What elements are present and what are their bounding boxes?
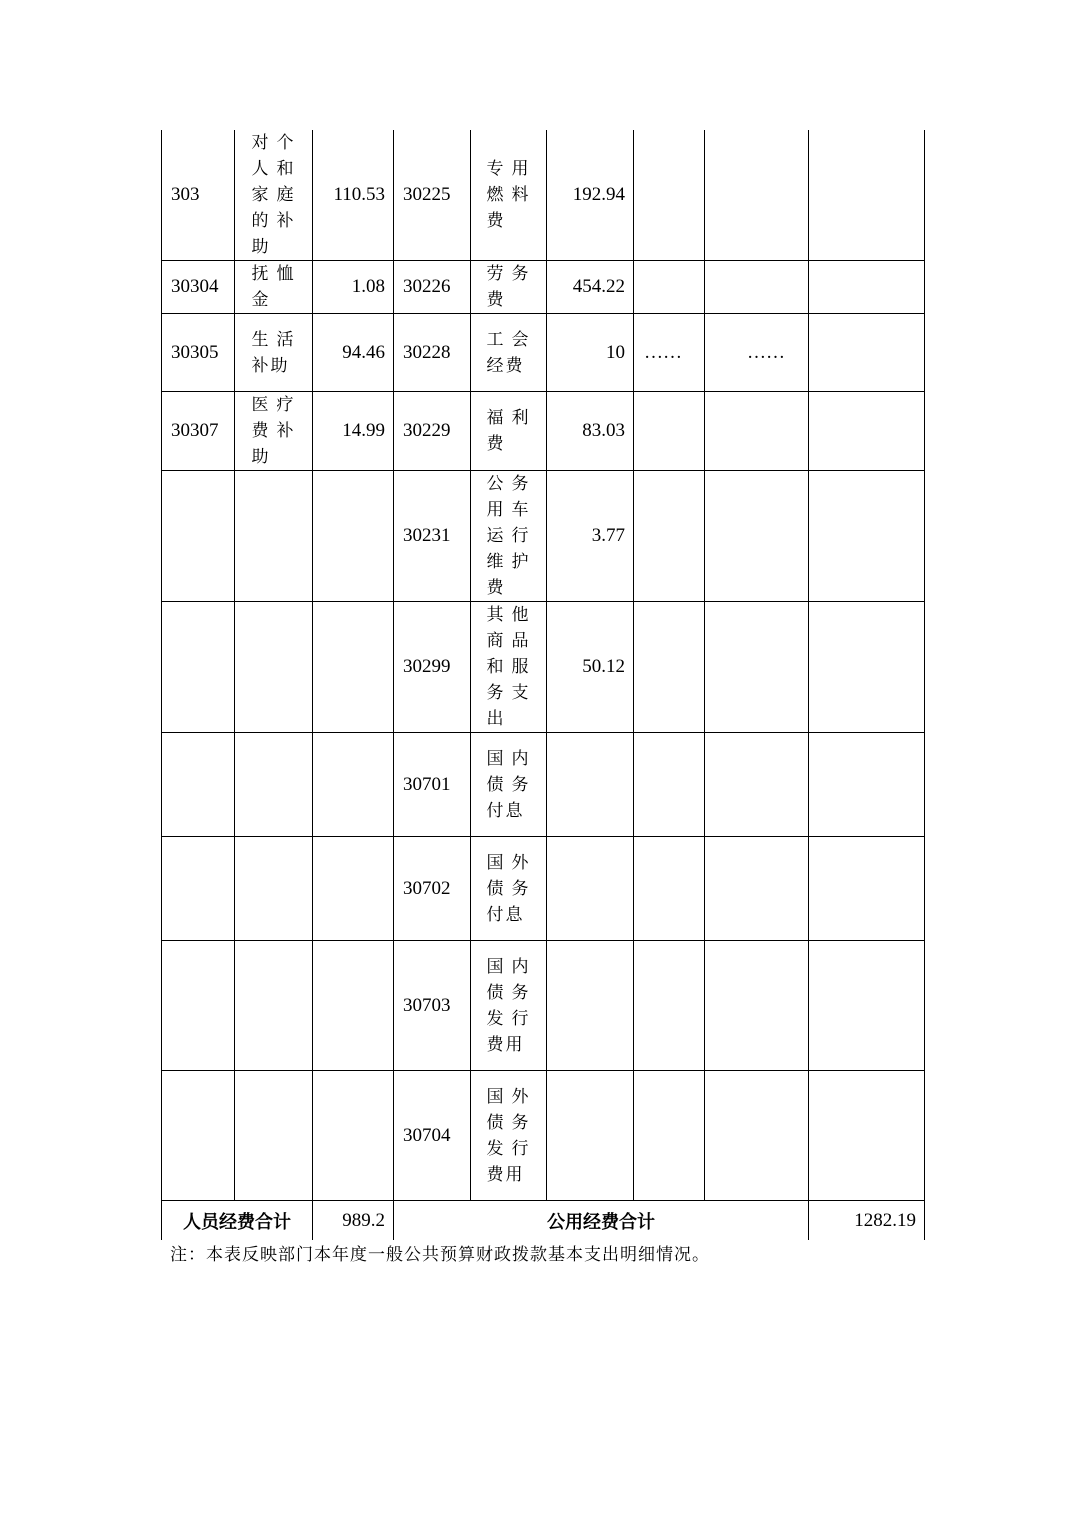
econ-class-amount: 110.53 (313, 130, 394, 261)
extra-code (634, 471, 705, 602)
extra-amount (809, 392, 925, 471)
table-row (162, 130, 925, 261)
expense-name-text: 劳务费 (486, 264, 531, 310)
extra-code (634, 392, 705, 471)
expense-name-text: 专用燃料费 (486, 159, 531, 231)
expense-amount: 10 (547, 314, 634, 392)
econ-class-code (162, 733, 235, 837)
expense-name-text: 福利费 (486, 408, 531, 454)
extra-amount (809, 471, 925, 602)
expense-amount (547, 941, 634, 1071)
econ-class-name (235, 261, 313, 314)
econ-class-code (162, 602, 235, 733)
expense-code: 30702 (394, 837, 471, 941)
expense-name (471, 602, 547, 733)
extra-name (705, 130, 809, 261)
econ-class-name (235, 1071, 313, 1201)
expense-code: 30231 (394, 471, 471, 602)
econ-class-code: 303 (162, 130, 235, 261)
expense-amount: 83.03 (547, 392, 634, 471)
totals-row (162, 1201, 925, 1241)
extra-amount (809, 941, 925, 1071)
table-row (162, 1071, 925, 1201)
expense-code: 30229 (394, 392, 471, 471)
extra-amount (809, 130, 925, 261)
expense-amount: 3.77 (547, 471, 634, 602)
econ-class-amount: 14.99 (313, 392, 394, 471)
expense-code: 30701 (394, 733, 471, 837)
econ-class-name-text: 生活补助 (251, 329, 296, 376)
extra-name: …… (705, 314, 809, 392)
table-row (162, 392, 925, 471)
extra-code (634, 733, 705, 837)
extra-amount (809, 733, 925, 837)
expense-name (471, 1071, 547, 1201)
extra-name (705, 261, 809, 314)
econ-class-name-text: 抚恤金 (251, 264, 296, 310)
econ-class-amount (313, 602, 394, 733)
expense-amount (547, 733, 634, 837)
econ-class-name (235, 471, 313, 602)
extra-amount (809, 837, 925, 941)
econ-class-amount (313, 733, 394, 837)
econ-class-name (235, 392, 313, 471)
expense-name-text: 国外债务发行费用 (486, 1086, 531, 1185)
extra-amount (809, 314, 925, 392)
econ-class-code: 30305 (162, 314, 235, 392)
econ-class-name-text: 医疗费补助 (251, 395, 296, 467)
expense-name-text: 国内债务付息 (486, 748, 531, 821)
expense-name (471, 733, 547, 837)
public-total-value: 1282.19 (809, 1201, 925, 1241)
econ-class-amount (313, 471, 394, 602)
econ-class-name (235, 733, 313, 837)
econ-class-code (162, 941, 235, 1071)
extra-code (634, 602, 705, 733)
personnel-total-value: 989.2 (313, 1201, 394, 1241)
table-note: 注：本表反映部门本年度一般公共预算财政拨款基本支出明细情况。 (170, 1245, 710, 1265)
extra-code (634, 261, 705, 314)
expense-name (471, 314, 547, 392)
econ-class-code (162, 1071, 235, 1201)
econ-class-code: 30307 (162, 392, 235, 471)
expense-amount: 50.12 (547, 602, 634, 733)
public-total-label: 公用经费合计 (394, 1201, 809, 1241)
extra-name (705, 392, 809, 471)
extra-code (634, 1071, 705, 1201)
econ-class-amount: 1.08 (313, 261, 394, 314)
econ-class-code (162, 837, 235, 941)
extra-name (705, 1071, 809, 1201)
extra-code (634, 941, 705, 1071)
expense-code: 30299 (394, 602, 471, 733)
expense-amount: 192.94 (547, 130, 634, 261)
econ-class-code: 30304 (162, 261, 235, 314)
extra-code (634, 130, 705, 261)
expense-name (471, 392, 547, 471)
expense-name (471, 130, 547, 261)
table-row (162, 471, 925, 602)
econ-class-name (235, 130, 313, 261)
table-row (162, 602, 925, 733)
extra-code: …… (634, 314, 705, 392)
expense-name-text: 其他商品和服务支出 (486, 605, 531, 729)
personnel-total-label: 人员经费合计 (162, 1201, 313, 1241)
expense-name (471, 837, 547, 941)
extra-name (705, 733, 809, 837)
extra-name (705, 602, 809, 733)
econ-class-amount (313, 837, 394, 941)
budget-detail-table (161, 130, 925, 1240)
extra-amount (809, 261, 925, 314)
econ-class-name (235, 314, 313, 392)
expense-name-text: 国内债务发行费用 (486, 956, 531, 1055)
extra-name (705, 837, 809, 941)
expense-code: 30226 (394, 261, 471, 314)
table-row (162, 314, 925, 392)
expense-code: 30704 (394, 1071, 471, 1201)
econ-class-name (235, 837, 313, 941)
table-row (162, 941, 925, 1071)
expense-code: 30228 (394, 314, 471, 392)
extra-amount (809, 1071, 925, 1201)
table-row (162, 733, 925, 837)
expense-name (471, 261, 547, 314)
expense-name-text: 公务用车运行维护费 (486, 474, 531, 598)
econ-class-name-text: 对个人和家庭的补助 (251, 133, 296, 257)
expense-amount (547, 837, 634, 941)
econ-class-name (235, 941, 313, 1071)
econ-class-name (235, 602, 313, 733)
extra-code (634, 837, 705, 941)
econ-class-amount (313, 1071, 394, 1201)
extra-amount (809, 602, 925, 733)
expense-amount (547, 1071, 634, 1201)
table-row (162, 837, 925, 941)
table-row (162, 261, 925, 314)
econ-class-code (162, 471, 235, 602)
expense-name-text: 工会经费 (486, 329, 531, 376)
extra-name (705, 471, 809, 602)
extra-name (705, 941, 809, 1071)
expense-code: 30703 (394, 941, 471, 1071)
econ-class-amount: 94.46 (313, 314, 394, 392)
expense-name (471, 471, 547, 602)
expense-name-text: 国外债务付息 (486, 852, 531, 925)
expense-code: 30225 (394, 130, 471, 261)
expense-amount: 454.22 (547, 261, 634, 314)
econ-class-amount (313, 941, 394, 1071)
expense-name (471, 941, 547, 1071)
